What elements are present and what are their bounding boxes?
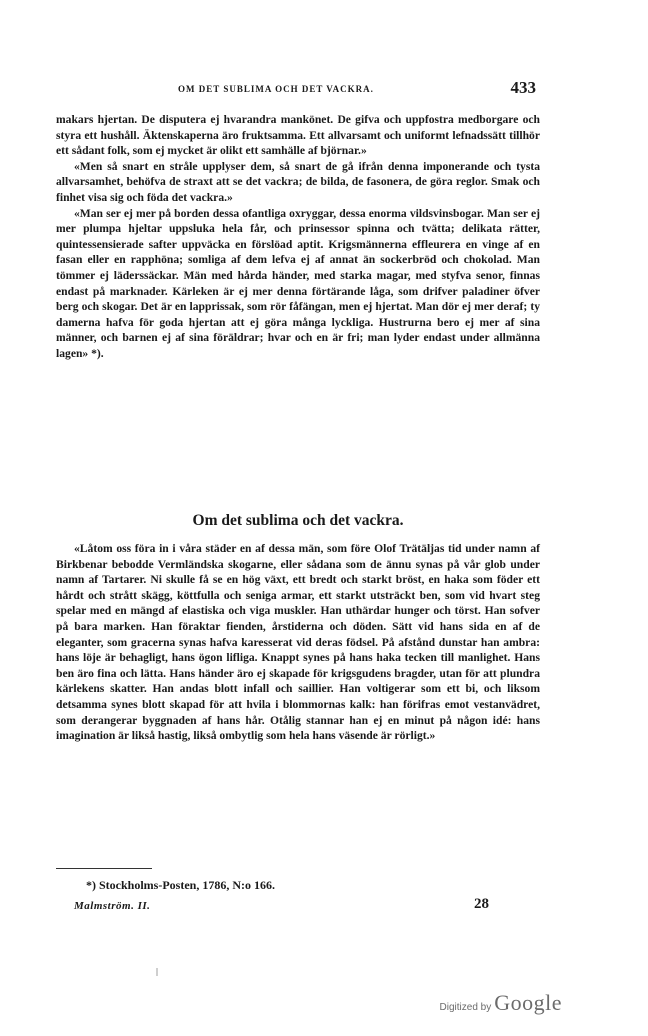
section-heading: Om det sublima och det vackra. <box>192 512 404 529</box>
digitized-by-watermark <box>440 990 562 1014</box>
signature-mark: Malmström. II. <box>74 900 151 912</box>
section-text <box>56 541 540 744</box>
running-head <box>60 80 538 100</box>
watermark-prefix: Digitized by <box>439 1002 492 1013</box>
paragraph: «Men så snart en stråle upplyser dem, så snart de gå ifrån denna imponerande och tysta allvarsamhet, behöfva de straxt att se det vackra; de bilda, de fasonera, de göra reglor. Smak och finhet visa sig och föda det vackra.» <box>56 159 540 204</box>
footnote: *) Stockholms-Posten, 1786, N:o 166. <box>86 878 275 892</box>
continuation-text <box>56 112 540 362</box>
scan-speck <box>156 968 158 976</box>
paragraph: «Låtom oss föra in i våra städer en af dessa män, som före Olof Trätäljas tid under namn af Birkbenar bebodde Vermländska skogarne, eller sådana som de ännu synas på vår glob under namn af Tartarer. Ni skulle få se en hög växt, ett bredt och starkt bröst, en haka som föder ett hårdt och strått skägg, köttfulla och seniga armar, ett starkt utsträckt ben, som vid hvart steg spelar med en mängd af elastiska och viga muskler. Han uthärdar hunger och törst. Han sofver på bara marken. Han föraktar fienden, årstiderna och döden. Sätt vid hans sida en af de eleganter, som gracerna synas hafva karesserat vid deras födsel. På afstånd dunstar han ambra: hans löje är behagligt, hans ögon lifliga. Knappt synes på hans haka tecken till manlighet. Hans ben äro fina och lätta. Hans händer äro ej skapade för krigsgudens bragder, utan för att plundra kärlekens skatter. Han andas blott infall och saillier. Han voltigerar som ett bi, och liksom detsamma synes blott skapad för att hvila i blommornas kalk: han förifras emot vestanvädret, som derangerar byggnaden af hans hår. Otålig stannar han ej en minut på någon idé: hans imagination är likså hastig, likså ombytlig som hela hans väsende är rörligt.» <box>56 542 540 743</box>
google-logo: Google <box>494 990 562 1015</box>
page-number: 433 <box>510 78 536 97</box>
paragraph: makars hjertan. De disputera ej hvarandra mankönet. De gifva och uppfostra medborgare och styra ett hushåll. Äktenskaperna äro fruktsamma. Ett allvarsamt och uniformt lefnadssätt tillhör ett sådant folk, som ej mycket är olikt ett samhälle af björnar.» <box>56 113 540 158</box>
footnote-rule <box>56 868 152 869</box>
paragraph: «Man ser ej mer på borden dessa ofantliga oxryggar, dessa enorma vildsvinsbogar. Man ser ej mer plumpa hjeltar uppsluka hela får, och prinsessor spinna och tvätta; delikata rätter, quintessensierade safter uppväcka en förslöad aptit. Krigsmännerna effleurera en vinge af en fasan eller en rapphöna; somliga af dem lefva ej af annat än sockerbröd och chokolad. Man tömmer ej läderssäckar. Män med hårda händer, med starka magar, med styfva senor, finnas endast på marknader. Kärleken är ej mer denna förtärande låga, som drifver paladiner öfver berg och skogar. Det är en lapprissak, som rör fåfängan, men ej hjertat. Man dör ej mer deraf; ty damerna hafva för goda hjertan att ej göra många lyckliga. Hustrurna bero ej mer af sina männer, och barnen ej af sina föräldrar; hvar och en är fri; man lyder endast under allmänna lagen» *). <box>56 206 540 360</box>
running-title: OM DET SUBLIMA OCH DET VACKRA. <box>178 84 374 94</box>
signature-number: 28 <box>474 896 489 912</box>
